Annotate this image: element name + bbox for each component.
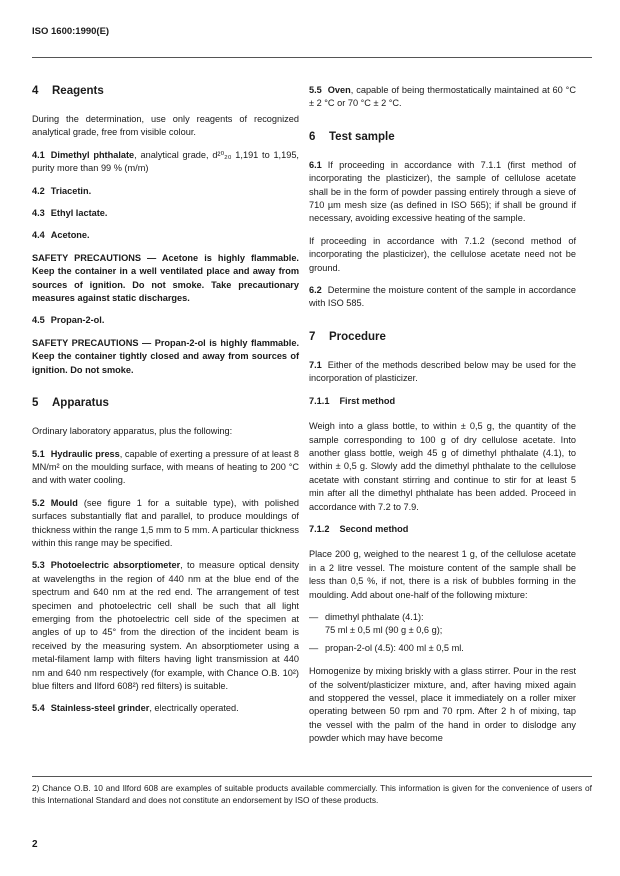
list-item: — dimethyl phthalate (4.1): 75 ml ± 0,5 ml (90 g ± 0,6 g); <box>309 611 443 636</box>
homogenize-text: Homogenize by mixing briskly with a glass stirrer. Pour in the rest of the solvent/plasticizer mixture, and, after having mixed again and stoppered the vessel, place it immediately on a roller mixer operating between 50 rpm and 70 rpm. After 2 h of mixing, tap the vessel with the palm of the hand in order to dislodge any powder which may have become <box>309 666 576 744</box>
footnote-rule <box>32 776 592 777</box>
header-rule <box>32 57 592 58</box>
left-column <box>32 84 299 725</box>
item-4-1: 4.1 Dimethyl phthalate, analytical grade, d²⁰₂₀ 1,191 to 1,195, purity more than 99 % (m/m) <box>32 149 299 174</box>
section-5-heading: 5 Apparatus <box>32 397 109 410</box>
section-4-intro: During the determination, use only reagents of recognized analytical grade, free from visible colour. <box>32 114 299 138</box>
heading-7-1-1: 7.1.1 First method <box>309 395 396 406</box>
item-6-1-second: If proceeding in accordance with 7.1.2 (second method of incorporating the plasticizer), the cellulose acetate need not be ground. <box>309 235 576 273</box>
item-5-2: 5.2 Mould (see figure 1 for a suitable type), with polished surfaces substantially flat and parallel, to produce mouldings of thickness within the range 1,5 mm to 5 mm. A particular thickness within this range may be specified. <box>32 497 299 548</box>
footnote: 2) Chance O.B. 10 and Ilford 608 are examples of suitable products available commercially. This information is given for the convenience of users of this International Standard and does not constitute an endorsement by ISO of these products. <box>32 783 592 805</box>
right-column <box>309 84 576 755</box>
item-4-4: 4.4 Acetone. <box>32 230 90 241</box>
item-4-3: 4.3 Ethyl lactate. <box>32 208 108 219</box>
first-method-text: Weigh into a glass bottle, to within ± 0,5 g, the quantity of the sample corresponding to 100 g of dry cellulose acetate. Into another glass bottle, weigh 45 g of dimethyl phthalate (4.1), to within ± 0,5 g. Slowly add the dimethyl phthalate to the cellulose acetate with constant stirring and continue to stir for at least 5 min after all the dimethyl phthalate has been added. Proceed in accordance with 7.2 to 7.9. <box>309 421 576 512</box>
safety-acetone: SAFETY PRECAUTIONS — Acetone is highly flammable. Keep the container in a well ventilated place and away from sources of ignition. Do not smoke. Take precautionary measures against static discharges. <box>32 252 299 304</box>
item-5-5: 5.5 Oven, capable of being thermostatically maintained at 60 °C ± 2 °C or 70 °C ± 2 °C. <box>309 85 576 109</box>
safety-propanol: SAFETY PRECAUTIONS — Propan-2-ol is highly flammable. Keep the container tightly closed and away from sources of ignition. Do not smoke. <box>32 337 299 375</box>
document-header: ISO 1600:1990(E) <box>32 26 110 37</box>
section-7-heading: 7 Procedure <box>309 330 386 343</box>
item-5-3: 5.3 Photoelectric absorptiometer, to measure optical density at wavelengths in the region of 440 nm at the blue end of the spectrum and 640 nm at the red end. The arrangement of test specimen and photoelectric cell shall be such that all light emerging from the photoelectric cell side of the specimen at angles of up to 45° from the direction of the incident beam is received by the measuring system. An absorptiometer using a metal-filament lamp with filters having light transmission at 440 nm and 640 nm respectively (for example, with Chance O.B. 10²) blue filters and Ilford 608²) red filters) is suitable. <box>32 560 299 691</box>
item-6-2: 6.2 Determine the moisture content of the sample in accordance with ISO 585. <box>309 285 576 309</box>
item-6-1: 6.1 If proceeding in accordance with 7.1.1 (first method of incorporating the plasticizer), the sample of cellulose acetate shall be in the form of powder passing entirely through a sieve of 710 µm mesh size (as defined in ISO 565); if shall be ground if necessary, avoiding excessive heating of the sample. <box>309 159 576 224</box>
item-5-1: 5.1 Hydraulic press, capable of exerting a pressure of at least 8 MN/m² on the moulding surface, with means of heating to 200 °C and with water cooling. <box>32 448 299 486</box>
section-4-heading: 4 Reagents <box>32 85 104 97</box>
section-5-intro: Ordinary laboratory apparatus, plus the following: <box>32 426 233 437</box>
item-5-4: 5.4 Stainless-steel grinder, electrically operated. <box>32 703 239 714</box>
item-4-2: 4.2 Triacetin. <box>32 185 92 196</box>
list-item: — propan-2-ol (4.5): 400 ml ± 0,5 ml. <box>309 642 464 653</box>
heading-7-1-2: 7.1.2 Second method <box>309 523 409 534</box>
section-6-heading: 6 Test sample <box>309 130 395 143</box>
page-number: 2 <box>32 839 38 850</box>
item-4-5: 4.5 Propan-2-ol. <box>32 315 105 326</box>
item-7-1: 7.1 Either of the methods described below may be used for the incorporation of plasticizer. <box>309 359 576 384</box>
second-method-text: Place 200 g, weighed to the nearest 1 g, of the cellulose acetate in a 2 litre vessel. The moisture content of the sample shall be less than 0,5 %, if not, there is a risk of bubbles forming in the moulding. Add about one-half of the following mixture: <box>309 549 576 600</box>
